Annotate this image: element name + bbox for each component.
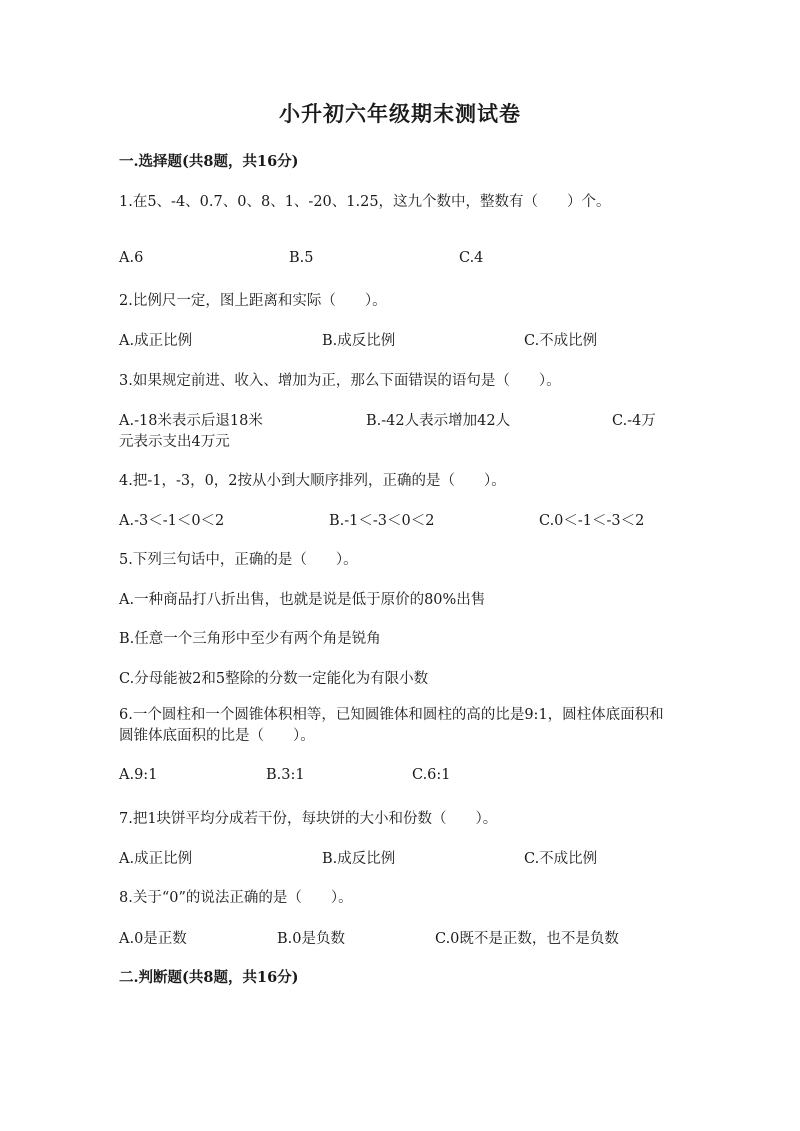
question-3-option-c-continued: 元表示支出4万元 (119, 434, 230, 450)
question-4-option-b: B.-1＜-3＜0＜2 (329, 513, 435, 529)
question-6-option-b: B.3:1 (266, 767, 305, 783)
question-5-option-a: A.一种商品打八折出售，也就是说是低于原价的80%出售 (119, 592, 486, 608)
question-5-option-c: C.分母能被2和5整除的分数一定能化为有限小数 (119, 671, 429, 687)
question-6-option-c: C.6:1 (412, 767, 451, 783)
question-7-option-c: C.不成比例 (524, 851, 598, 867)
question-8-option-c: C.0既不是正数，也不是负数 (435, 931, 619, 947)
question-5-option-b: B.任意一个三角形中至少有两个角是锐角 (119, 631, 381, 647)
section-heading-judgement: 二.判断题(共8题，共16分) (119, 969, 299, 986)
question-5-stem: 5.下列三句话中，正确的是（ ）。 (119, 552, 358, 568)
question-2-option-c: C.不成比例 (524, 333, 598, 349)
page-title: 小升初六年级期末测试卷 (279, 101, 521, 126)
question-2-stem: 2.比例尺一定，图上距离和实际（ ）。 (119, 293, 387, 309)
question-2-option-b: B.成反比例 (322, 333, 396, 349)
question-1-stem: 1.在5、-4、0.7、0、8、1、-20、1.25，这九个数中，整数有（ ）个。 (119, 194, 611, 210)
question-6-stem: 6.一个圆柱和一个圆锥体积相等，已知圆锥体和圆柱的高的比是9:1，圆柱体底面积和圆锥体底面积的比是（ ）。 (119, 707, 664, 744)
question-8-option-a: A.0是正数 (119, 931, 187, 947)
question-4-option-a: A.-3＜-1＜0＜2 (119, 513, 225, 529)
question-3-stem: 3.如果规定前进、收入、增加为正，那么下面错误的语句是（ ）。 (119, 373, 561, 389)
question-7-stem: 7.把1块饼平均分成若干份，每块饼的大小和份数（ ）。 (119, 811, 498, 827)
question-8-option-b: B.0是负数 (277, 931, 345, 947)
question-1-option-c: C.4 (459, 250, 484, 266)
question-3-option-b: B.-42人表示增加42人 (366, 413, 511, 429)
section-heading-choice: 一.选择题(共8题，共16分) (119, 153, 299, 170)
question-4-stem: 4.把-1，-3，0，2按从小到大顺序排列，正确的是（ ）。 (119, 473, 506, 489)
question-3-option-a: A.-18米表示后退18米 (119, 413, 263, 429)
question-6-option-a: A.9:1 (119, 767, 158, 783)
question-7-option-a: A.成正比例 (119, 851, 193, 867)
question-8-stem: 8.关于“0”的说法正确的是（ ）。 (119, 890, 353, 906)
question-2-option-a: A.成正比例 (119, 333, 193, 349)
question-1-option-a: A.6 (119, 250, 144, 266)
question-3-option-c: C.-4万 (612, 413, 656, 429)
question-7-option-b: B.成反比例 (322, 851, 396, 867)
question-4-option-c: C.0＜-1＜-3＜2 (539, 513, 645, 529)
question-1-option-b: B.5 (289, 250, 314, 266)
